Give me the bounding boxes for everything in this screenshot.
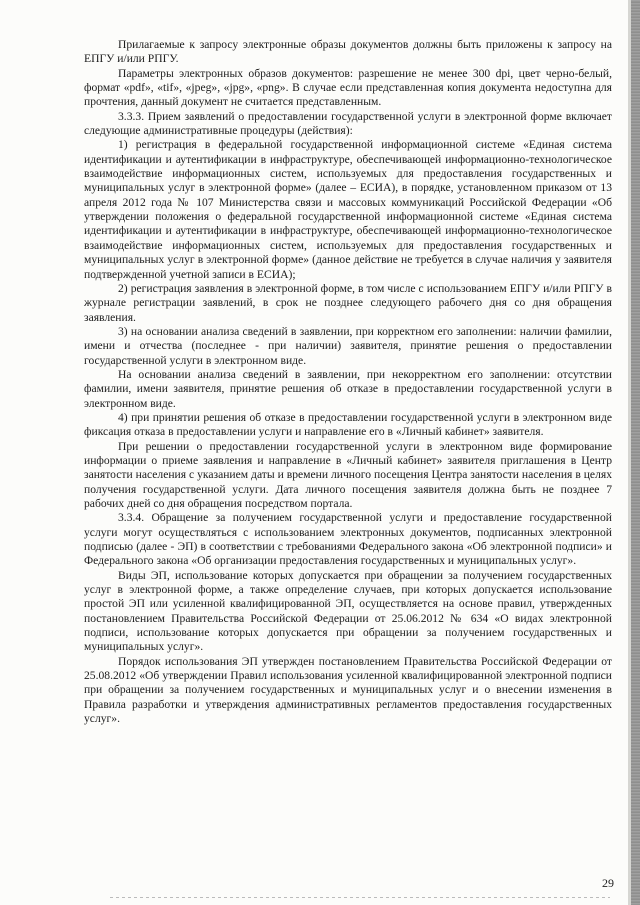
bottom-scan-line	[110, 897, 610, 898]
paragraph-incorrect-filling: На основании анализа сведений в заявлении, при некорректном его заполнении: отсутствии фамилии, имени заявителя, принятие решения об отказе в предоставлении государственной услуги в электронном виде.	[84, 367, 612, 410]
paragraph-section-3-3-3: 3.3.3. Прием заявлений о предоставлении государственной услуги в электронной форме включает следующие административные процедуры (действия):	[84, 109, 612, 138]
paragraph-section-3-3-4: 3.3.4. Обращение за получением государственной услуги и предоставление государственной услуги могут осуществляться с использованием электронных документов, подписанных электронной подписью (далее - ЭП) в соответствии с требованиями Федерального закона «Об электронной подписи» и Федерального закона «Об организации предоставления государственных и муниципальных услуг».	[84, 511, 612, 568]
paragraph-ep-procedure: Порядок использования ЭП утвержден постановлением Правительства Российской Федерации от 25.08.2012 «Об утверждении Правил использования усиленной квалифицированной электронной подписи при обращении за получением государственных и муниципальных услуг и о внесении изменения в Правила разработки и утверждения административных регламентов предоставления государственных услуг».	[84, 654, 612, 726]
paragraph-image-parameters: Параметры электронных образов документов: разрешение не менее 300 dpi, цвет черно-белый, формат «pdf», «tif», «jpeg», «jpg», «png». В случае если представленная копия документа недоступна для прочтения, данный документ не считается представленным.	[84, 66, 612, 109]
paragraph-item-2-registration: 2) регистрация заявления в электронной форме, в том числе с использованием ЕПГУ и/или РПГУ в журнале регистрации заявлений, в срок не позднее следующего рабочего дня со дня обращения заявления.	[84, 281, 612, 324]
paragraph-item-1-esia: 1) регистрация в федеральной государственной информационной системе «Единая система идентификации и аутентификации в инфраструктуре, обеспечивающей информационно-технологическое взаимодействие информационных систем, используемых для предоставления государственных и муниципальных услуг в электронной форме» (далее – ЕСИА), в порядке, установленном приказом от 13 апреля 2012 года № 107 Министерства связи и массовых коммуникаций Российской Федерации «Об утверждении положения о федеральной государственной информационной системе «Единая система идентификации и аутентификации в инфраструктуре, обеспечивающей информационно-технологическое взаимодействие информационных систем, используемых для предоставления государственных и муниципальных услуг в электронной форме» (данное действие не требуется в случае наличия у заявителя подтвержденной учетной записи в ЕСИА);	[84, 138, 612, 281]
scan-edge	[631, 0, 640, 905]
paragraph-decision-provision: При решении о предоставлении государственной услуги в электронном виде формирование информации о приеме заявления и направление в «Личный кабинет» заявителя приглашения в Центр занятости населения с указанием даты и времени личного посещения Центра занятости населения в целях получения государственной услуги. Дата личного посещения заявителя должна быть не позднее 7 рабочих дней со дня обращения посредством портала.	[84, 439, 612, 510]
paragraph-attachments: Прилагаемые к запросу электронные образы документов должны быть приложены к запросу на ЕПГУ и/или РПГУ.	[84, 38, 612, 66]
paragraph-ep-types: Виды ЭП, использование которых допускается при обращении за получением государственных услуг в электронной форме, а также определение случаев, при которых допускается использование простой ЭП или усиленной квалифицированной ЭП, осуществляется на основе правил, утвержденных постановлением Правительства Российской Федерации от 25.06.2012 № 634 «О видах электронной подписи, использование которых допускается при обращении за получением государственных и муниципальных услуг».	[84, 568, 612, 654]
page-number: 29	[602, 876, 614, 890]
paragraph-item-3-analysis: 3) на основании анализа сведений в заявлении, при корректном его заполнении: наличии фамилии, имени и отчества (последнее - при наличии) заявителя, принятие решения о предоставлении государственной услуги в электронном виде.	[84, 324, 612, 367]
paragraph-item-4-refusal: 4) при принятии решения об отказе в предоставлении государственной услуги в электронном виде фиксация отказа в предоставлении услуги и направление его в «Личный кабинет» заявителя.	[84, 410, 612, 439]
document-body	[84, 38, 612, 727]
